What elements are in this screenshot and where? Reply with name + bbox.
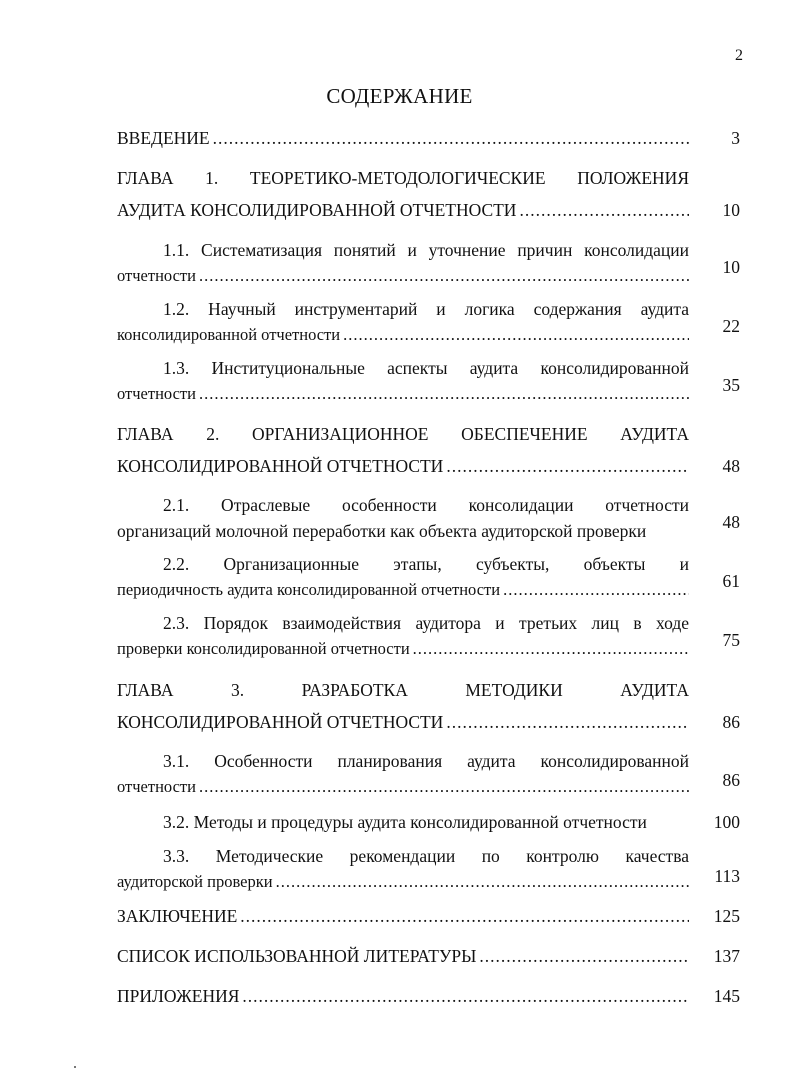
toc-entry-section-1-3[interactable] (117, 355, 689, 407)
toc-entry-text: 3.2. Методы и процедуры аудита консолидированной отчетности (163, 812, 647, 832)
toc-entry-text: 3.1. Особенности планирования аудита консолидированной (163, 751, 689, 771)
leader-dots (199, 263, 689, 289)
scan-speck (74, 1066, 76, 1068)
toc-entry-chapter-2[interactable] (117, 418, 689, 482)
toc-page-chapter-3: 86 (722, 712, 740, 732)
toc-page-section-2-2: 61 (722, 571, 740, 591)
toc-page-appendix: 145 (713, 986, 740, 1006)
toc-entry-section-1-1[interactable] (117, 237, 689, 289)
toc-entry-text: отчетности (117, 777, 196, 796)
toc-entry-chapter-3[interactable] (117, 674, 689, 738)
toc-entry-section-1-2[interactable] (117, 296, 689, 348)
toc-page-section-1-3: 35 (722, 375, 740, 395)
toc-entry-text: ПРИЛОЖЕНИЯ (117, 986, 240, 1006)
leader-dots (213, 122, 689, 154)
leader-dots (199, 381, 689, 407)
toc-entry-text: ЗАКЛЮЧЕНИЕ (117, 906, 238, 926)
leader-dots (242, 980, 689, 1012)
leader-dots (446, 706, 689, 738)
toc-entry-conclusion[interactable] (117, 900, 689, 932)
toc-page-intro: 3 (731, 128, 740, 148)
toc-title: СОДЕРЖАНИЕ (326, 84, 473, 108)
toc-entry-text: аудиторской проверки (117, 872, 273, 891)
toc-page-section-3-3: 113 (714, 866, 740, 886)
leader-dots (446, 450, 689, 482)
toc-entry-text: ВВЕДЕНИЕ (117, 128, 210, 148)
toc-entry-text: 3.3. Методические рекомендации по контролю качества (163, 846, 689, 866)
toc-entry-section-2-2[interactable] (117, 551, 689, 603)
leader-dots (503, 577, 689, 603)
toc-page-references: 137 (713, 946, 740, 966)
toc-page-section-1-1: 10 (722, 257, 740, 277)
leader-dots (519, 194, 689, 226)
leader-dots (413, 636, 689, 662)
toc-entry-text: отчетности (117, 266, 196, 285)
toc-page-conclusion: 125 (713, 906, 740, 926)
toc-entry-text: АУДИТА КОНСОЛИДИРОВАННОЙ ОТЧЕТНОСТИ (117, 200, 517, 220)
toc-entry-text: 2.1. Отраслевые особенности консолидации отчетности (163, 495, 689, 515)
toc-page-chapter-1: 10 (722, 200, 740, 220)
leader-dots (343, 322, 689, 348)
toc-entry-chapter-1[interactable] (117, 162, 689, 226)
toc-entry-text: организаций молочной переработки как объекта аудиторской проверки (117, 521, 647, 541)
toc-page-section-2-3: 75 (722, 630, 740, 650)
toc-entry-text: ГЛАВА 2. ОРГАНИЗАЦИОННОЕ ОБЕСПЕЧЕНИЕ АУДИТА (117, 424, 689, 444)
toc-entry-text: 1.3. Институциональные аспекты аудита консолидированной (163, 358, 689, 378)
toc-entry-section-3-3[interactable] (117, 843, 689, 895)
toc-page-chapter-2: 48 (722, 456, 740, 476)
toc-entry-text: проверки консолидированной отчетности (117, 639, 410, 658)
toc-entry-intro[interactable] (117, 122, 689, 154)
leader-dots (479, 940, 689, 972)
toc-entry-text: СПИСОК ИСПОЛЬЗОВАННОЙ ЛИТЕРАТУРЫ (117, 946, 477, 966)
toc-entry-text: 2.3. Порядок взаимодействия аудитора и третьих лиц в ходе (163, 613, 689, 633)
leader-dots (199, 774, 689, 800)
toc-page-section-1-2: 22 (722, 316, 740, 336)
toc-page-section-3-2: 100 (713, 812, 740, 832)
toc-entry-text: ГЛАВА 1. ТЕОРЕТИКО-МЕТОДОЛОГИЧЕСКИЕ ПОЛОЖЕНИЯ (117, 168, 689, 188)
toc-entry-references[interactable] (117, 940, 689, 972)
toc-entry-text: КОНСОЛИДИРОВАННОЙ ОТЧЕТНОСТИ (117, 456, 444, 476)
toc-entry-text: 1.2. Научный инструментарий и логика содержания аудита (163, 299, 689, 319)
toc-entry-text: периодичность аудита консолидированной отчетности (117, 580, 501, 599)
toc-entry-text: отчетности (117, 384, 196, 403)
toc-entry-text: консолидированной отчетности (117, 325, 341, 344)
toc-entry-text: ГЛАВА 3. РАЗРАБОТКА МЕТОДИКИ АУДИТА (117, 680, 689, 700)
toc-entry-section-3-1[interactable] (117, 748, 689, 800)
leader-dots (240, 900, 689, 932)
toc-entry-text: 1.1. Систематизация понятий и уточнение причин консолидации (163, 240, 689, 260)
page-number: 2 (735, 47, 743, 64)
toc-entry-section-3-2[interactable] (117, 809, 689, 835)
leader-dots (276, 869, 689, 895)
toc-entry-section-2-1[interactable] (117, 492, 689, 544)
toc-entry-text: 2.2. Организационные этапы, субъекты, объекты и (163, 554, 689, 574)
toc-page-section-2-1: 48 (722, 512, 740, 532)
toc-page-section-3-1: 86 (722, 770, 740, 790)
toc-entry-section-2-3[interactable] (117, 610, 689, 662)
toc-entry-text: КОНСОЛИДИРОВАННОЙ ОТЧЕТНОСТИ (117, 712, 444, 732)
toc-entry-appendix[interactable] (117, 980, 689, 1012)
